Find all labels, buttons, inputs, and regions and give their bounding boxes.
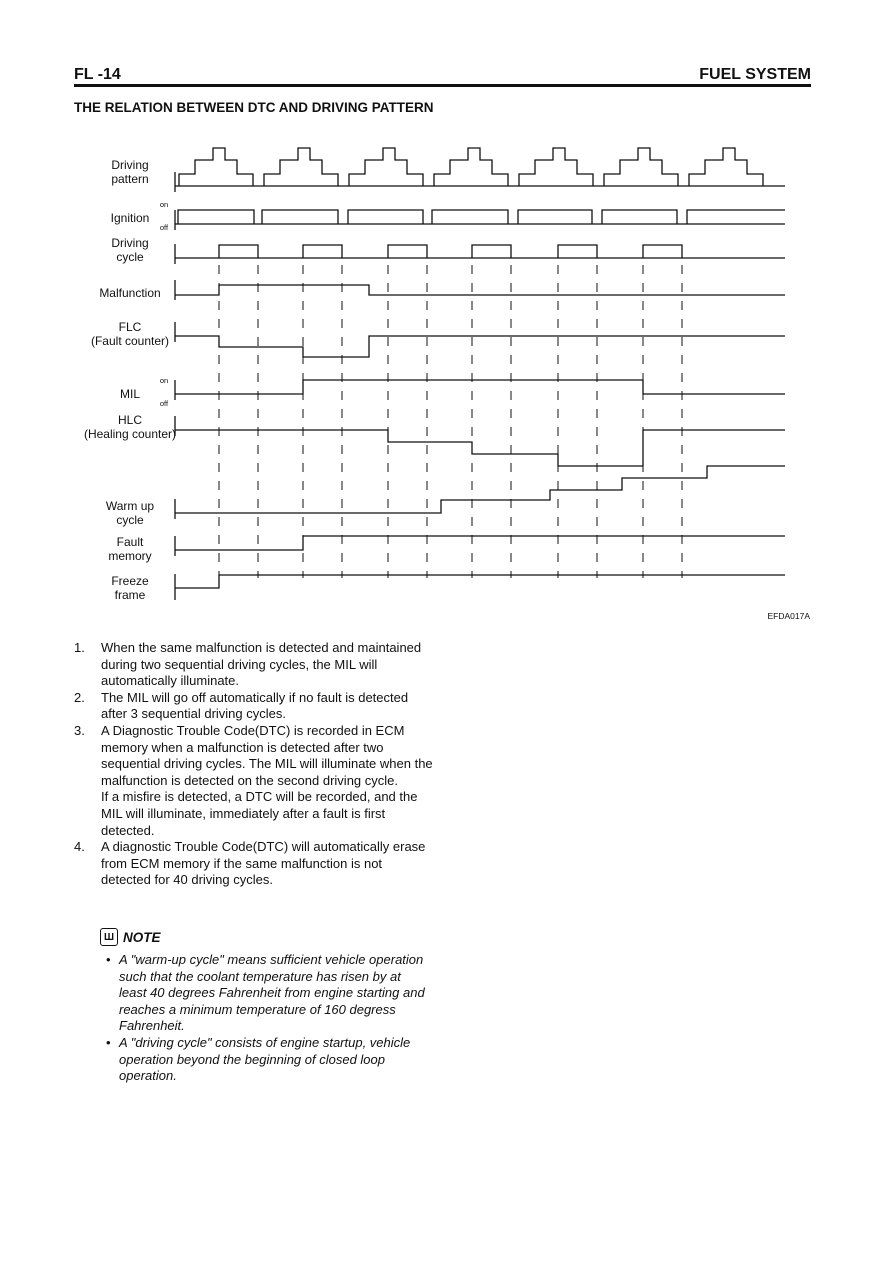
driving-cycle-pulse <box>388 245 427 258</box>
driving-cycle-pulse <box>303 245 342 258</box>
step-text: The MIL will go off automatically if no fault is detected after 3 sequential driving cycles. <box>101 689 409 722</box>
driving-pattern-wave <box>349 148 423 186</box>
driving-pattern-wave <box>179 148 253 186</box>
note-header <box>100 928 430 946</box>
row-label: Warm up <box>105 499 155 513</box>
row-label: MIL <box>119 387 141 401</box>
step-text: When the same malfunction is detected and maintained during two sequential driving cycles, the MIL will automatically illuminate. <box>101 640 422 689</box>
row-label: pattern <box>111 172 149 186</box>
flc-wave <box>175 336 785 357</box>
figure-code: EFDA017A <box>767 611 810 621</box>
row-label: Malfunction <box>99 286 161 300</box>
row-label: Fault <box>116 535 144 549</box>
bullet-icon: • <box>106 1034 111 1050</box>
row-label: (Healing counter) <box>83 427 177 441</box>
row-label: Driving <box>111 158 149 172</box>
note-text: A "warm-up cycle" means sufficient vehicle operation such that the coolant temperature has risen by at least 40 degrees Fahrenheit from engine starting and reaches a minimum temperature of 160 degress Fahrenheit. <box>119 952 425 1034</box>
fault-memory-wave <box>175 536 785 550</box>
warmup-wave <box>175 466 785 513</box>
note-box <box>100 928 430 1085</box>
off-label: off <box>159 399 169 408</box>
row-label: (Fault counter) <box>90 334 170 348</box>
driving-cycle-pulse <box>219 245 258 258</box>
row-label: cycle <box>116 250 144 264</box>
row-labels <box>84 158 176 602</box>
book-icon: Ш <box>100 928 118 946</box>
row-label: Driving <box>111 236 149 250</box>
row-label: cycle <box>116 513 144 527</box>
row-label: Freeze <box>111 574 149 588</box>
hlc-wave <box>175 430 785 466</box>
row-label: FLC <box>118 320 142 334</box>
step-number: 4. <box>74 839 85 855</box>
driving-cycle-pulse <box>643 245 682 258</box>
waveforms <box>175 148 785 600</box>
steps-list <box>74 640 434 889</box>
mil-wave <box>175 380 785 394</box>
note-heading: NOTE <box>123 929 161 945</box>
list-item <box>100 952 430 1035</box>
step-number: 2. <box>74 689 85 705</box>
list-item <box>100 1035 430 1085</box>
driving-pattern-wave <box>604 148 678 186</box>
ignition-on-pulse <box>348 210 423 224</box>
step-text: A Diagnostic Trouble Code(DTC) is recorded in ECM memory when a malfunction is detected after two sequential driving cycles. The MIL will illuminate when the malfunction is detected on the second driving cycle. <box>101 722 433 788</box>
note-list <box>100 952 430 1085</box>
timing-diagram <box>80 140 790 605</box>
step-number: 1. <box>74 640 85 655</box>
driving-cycle-pulse <box>472 245 511 258</box>
row-label: memory <box>108 549 152 563</box>
off-label: off <box>159 223 169 232</box>
list-item <box>74 839 434 889</box>
ignition-on-pulse <box>602 210 677 224</box>
ignition-on-pulse <box>432 210 508 224</box>
driving-pattern-wave <box>689 148 763 186</box>
bullet-icon: • <box>106 952 111 967</box>
list-item <box>74 690 434 723</box>
page-number: FL -14 <box>74 66 121 83</box>
ignition-on-pulse <box>687 210 785 224</box>
section-title: FUEL SYSTEM <box>699 66 811 83</box>
list-item <box>74 640 434 690</box>
driving-pattern-wave <box>519 148 593 186</box>
row-label: HLC <box>117 413 143 427</box>
driving-pattern-wave <box>264 148 338 186</box>
document-title: THE RELATION BETWEEN DTC AND DRIVING PATTERN <box>74 100 434 115</box>
malfunction-wave <box>175 285 785 295</box>
cycle-guide-lines <box>219 265 682 578</box>
freeze-frame-wave <box>175 575 785 588</box>
list-item <box>74 723 434 839</box>
ignition-on-pulse <box>262 210 338 224</box>
driving-cycle-pulse <box>558 245 597 258</box>
step-extra-text: If a misfire is detected, a DTC will be recorded, and the MIL will illuminate, immediately after a fault is first detected. <box>101 789 418 838</box>
on-label: on <box>159 200 169 209</box>
step-number: 3. <box>74 722 85 738</box>
ignition-on-pulse <box>518 210 592 224</box>
header-rule <box>74 84 811 87</box>
step-text: A diagnostic Trouble Code(DTC) will automatically erase from ECM memory if the same malfunction is not detected for 40 driving cycles. <box>101 839 426 888</box>
note-text: A "driving cycle" consists of engine startup, vehicle operation beyond the beginning of closed loop operation. <box>119 1034 411 1084</box>
driving-pattern-wave <box>434 148 508 186</box>
row-label: Ignition <box>110 211 150 225</box>
on-label: on <box>159 376 169 385</box>
ignition-on-pulse <box>178 210 254 224</box>
row-label: frame <box>114 588 146 602</box>
